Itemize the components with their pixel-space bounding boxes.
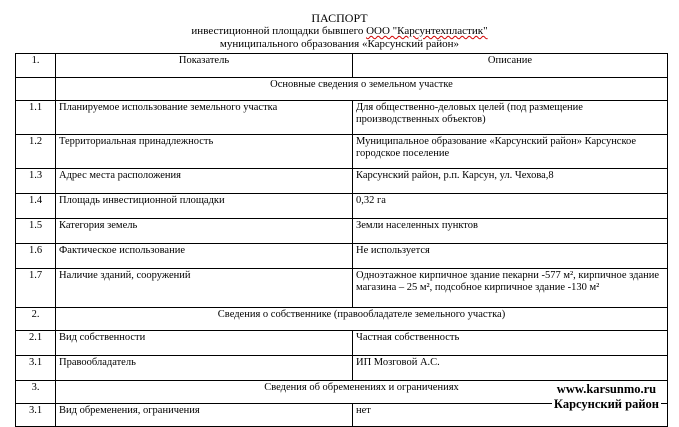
row-value: Не используется bbox=[353, 244, 668, 269]
section-title-2: Сведения о собственнике (правообладателе земельного участка) bbox=[56, 308, 668, 331]
subtitle-prefix: инвестиционной площадки бывшего bbox=[191, 25, 367, 37]
table-row bbox=[16, 169, 668, 194]
table-header-row bbox=[16, 54, 668, 78]
row-value: Для общественно-деловых целей (под размещение производственных объектов) bbox=[353, 101, 668, 135]
section-title-1: Основные сведения о земельном участке bbox=[56, 78, 668, 101]
table-row bbox=[16, 269, 668, 308]
section-row bbox=[16, 308, 668, 331]
header-indicator: Показатель bbox=[56, 54, 353, 78]
row-value: Частная собственность bbox=[353, 331, 668, 356]
row-number: 1.2 bbox=[16, 135, 56, 169]
document-municipality: муниципального образования «Карсунский район» bbox=[219, 38, 460, 50]
row-label: Фактическое использование bbox=[56, 244, 353, 269]
table-row bbox=[16, 356, 668, 381]
table-row bbox=[16, 135, 668, 169]
row-label: Планируемое использование земельного участка bbox=[56, 101, 353, 135]
section-number: 3. bbox=[16, 381, 56, 404]
row-value: 0,32 га bbox=[353, 194, 668, 219]
row-value: Муниципальное образование «Карсунский район» Карсунское городское поселение bbox=[353, 135, 668, 169]
table-row bbox=[16, 244, 668, 269]
row-value: Земли населенных пунктов bbox=[353, 219, 668, 244]
section-number bbox=[16, 78, 56, 101]
site-watermark bbox=[552, 382, 661, 412]
company-name: ООО "Карсунтехпластик" bbox=[366, 25, 488, 37]
row-label: Территориальная принадлежность bbox=[56, 135, 353, 169]
row-number: 3.1 bbox=[16, 404, 56, 427]
section-number: 2. bbox=[16, 308, 56, 331]
row-label: Площадь инвестиционной площадки bbox=[56, 194, 353, 219]
row-value: Карсунский район, р.п. Карсун, ул. Чехова,8 bbox=[353, 169, 668, 194]
row-label: Правообладатель bbox=[56, 356, 353, 381]
row-label: Вид собственности bbox=[56, 331, 353, 356]
header-number: 1. bbox=[16, 54, 56, 78]
watermark-district: Карсунский район bbox=[553, 397, 659, 411]
row-number: 1.7 bbox=[16, 269, 56, 308]
row-number: 1.4 bbox=[16, 194, 56, 219]
row-label: Категория земель bbox=[56, 219, 353, 244]
row-number: 1.6 bbox=[16, 244, 56, 269]
section-row bbox=[16, 78, 668, 101]
row-value: нет bbox=[353, 404, 668, 427]
row-value: ИП Мозговой А.С. bbox=[353, 356, 668, 381]
row-number: 1.1 bbox=[16, 101, 56, 135]
watermark-url: www.karsunmo.ru bbox=[556, 382, 657, 396]
document-subtitle bbox=[0, 25, 679, 37]
table-row bbox=[16, 219, 668, 244]
row-number: 1.3 bbox=[16, 169, 56, 194]
table-row bbox=[16, 331, 668, 356]
document-title: ПАСПОРТ bbox=[311, 11, 368, 25]
row-label: Адрес места расположения bbox=[56, 169, 353, 194]
section-title-3: Сведения об обременениях и ограничениях bbox=[56, 381, 668, 404]
row-number: 2.1 bbox=[16, 331, 56, 356]
row-label: Наличие зданий, сооружений bbox=[56, 269, 353, 308]
header-description: Описание bbox=[353, 54, 668, 78]
row-number: 1.5 bbox=[16, 219, 56, 244]
table-row bbox=[16, 194, 668, 219]
row-label: Вид обременения, ограничения bbox=[56, 404, 353, 427]
row-number: 3.1 bbox=[16, 356, 56, 381]
row-value: Одноэтажное кирпичное здание пекарни -577 м², кирпичное здание магазина – 25 м², подсобное кирпичное здание -130 м² bbox=[353, 269, 668, 308]
passport-table bbox=[15, 53, 668, 427]
table-row bbox=[16, 101, 668, 135]
